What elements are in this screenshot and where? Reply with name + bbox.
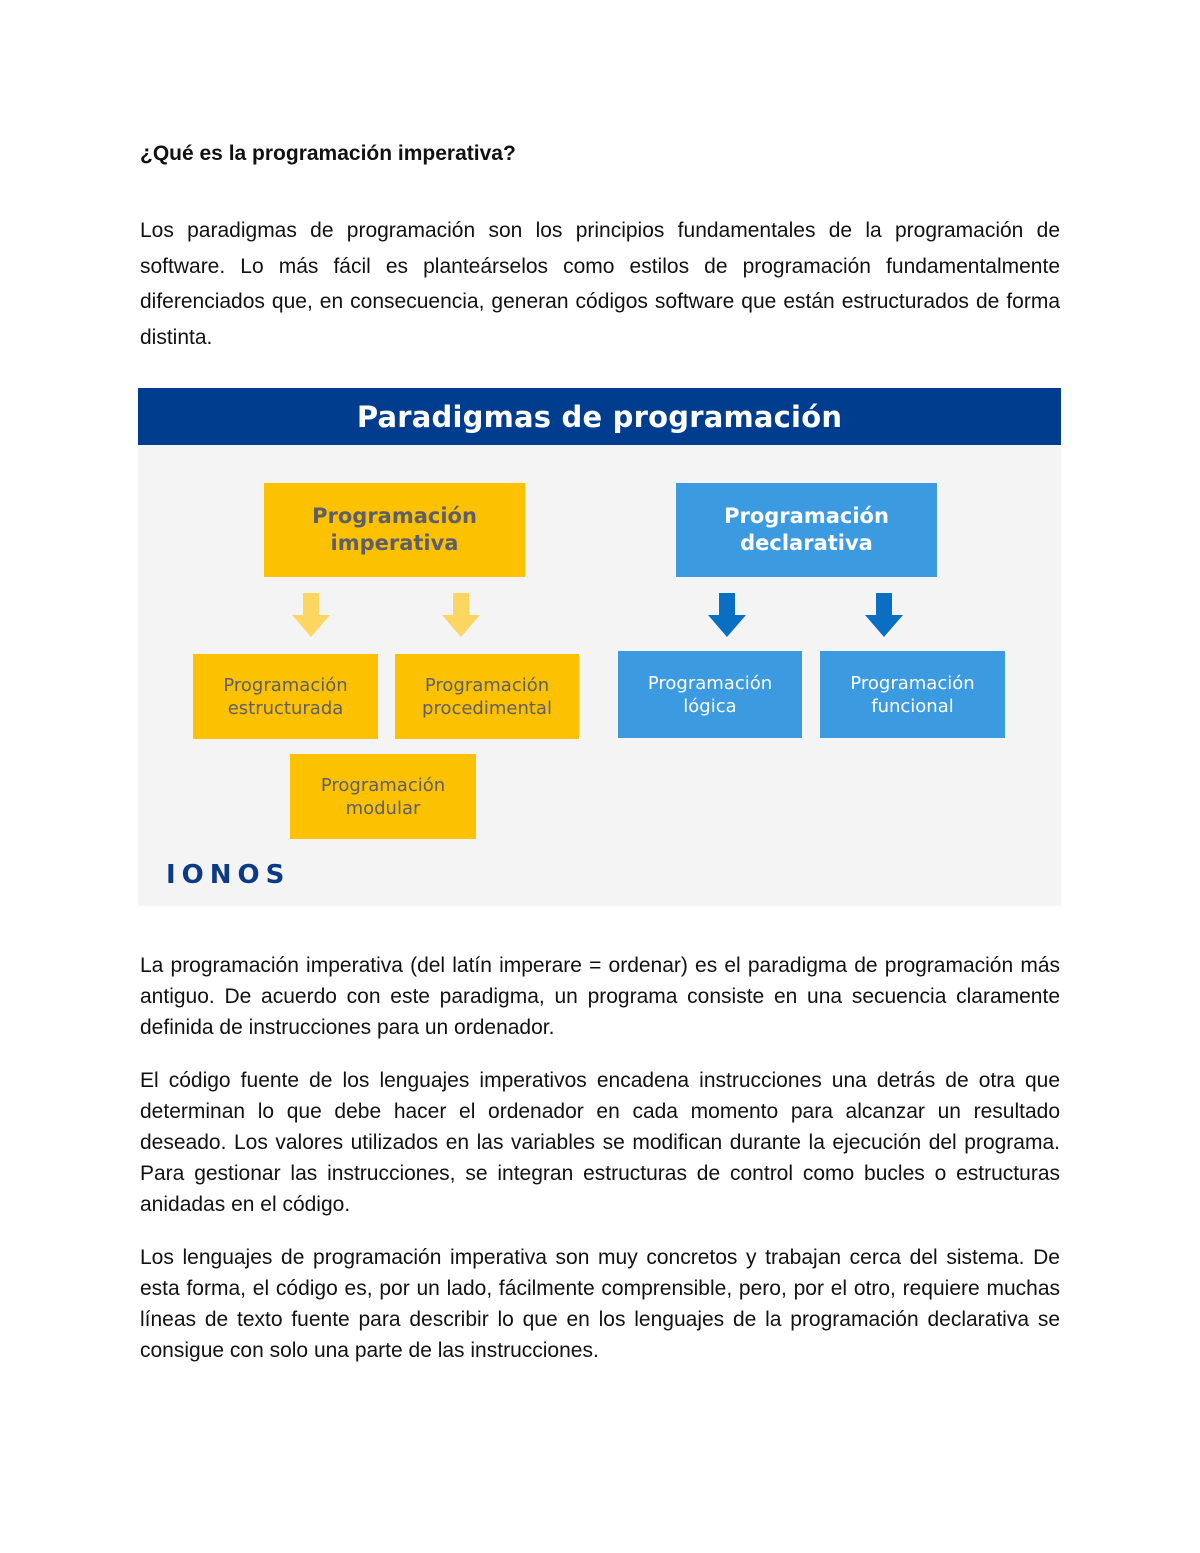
infographic-title: Paradigmas de programación: [356, 399, 843, 434]
paragraph-languages: Los lenguajes de programación imperativa son muy concretos y trabajan cerca del sistema. De esta forma, el código es, por un lado, fácilmente comprensible, pero, por el otro, requiere muchas líneas de texto fuente para describir lo que en los lenguajes de la programación declarativa se consigue con solo una parte de las instrucciones.: [140, 1246, 1060, 1362]
logic-programming-box: Programación lógica: [618, 651, 802, 738]
paragraph-definition: La programación imperativa (del latín imperare = ordenar) es el paradigma de programación más antiguo. De acuerdo con este paradigma, un programa consiste en una secuencia claramente definida de instrucciones para un ordenador.: [140, 954, 1060, 1039]
procedural-programming-box: Programación procedimental: [395, 654, 579, 739]
declarative-programming-box: Programación declarativa: [676, 483, 937, 577]
arrow-down-icon: [292, 593, 330, 637]
imperative-programming-box: Programación imperativa: [264, 483, 525, 577]
arrow-down-icon: [708, 593, 746, 637]
arrow-down-icon: [865, 593, 903, 637]
arrow-down-icon: [442, 593, 480, 637]
infographic-title-bar: [138, 388, 1061, 445]
document-heading: ¿Qué es la programación imperativa?: [140, 142, 516, 165]
paradigms-infographic: [138, 388, 1061, 906]
paragraph-source-code: El código fuente de los lenguajes imperativos encadena instrucciones una detrás de otra que determinan lo que debe hacer el ordenador en cada momento para alcanzar un resultado deseado. Los valores utilizados en las variables se modifican durante la ejecución del programa. Para gestionar las instrucciones, se integran estructuras de control como bucles o estructuras anidadas en el código.: [140, 1069, 1060, 1216]
functional-programming-box: Programación funcional: [820, 651, 1005, 738]
paragraph-intro: Los paradigmas de programación son los principios fundamentales de la programación de software. Lo más fácil es planteárselos como estilos de programación fundamentalmente diferenciados que, en consecuencia, generan códigos software que están estructurados de forma distinta.: [140, 219, 1060, 349]
modular-programming-box: Programación modular: [290, 754, 476, 839]
ionos-logo: IONOS: [166, 860, 291, 890]
structured-programming-box: Programación estructurada: [193, 654, 378, 739]
